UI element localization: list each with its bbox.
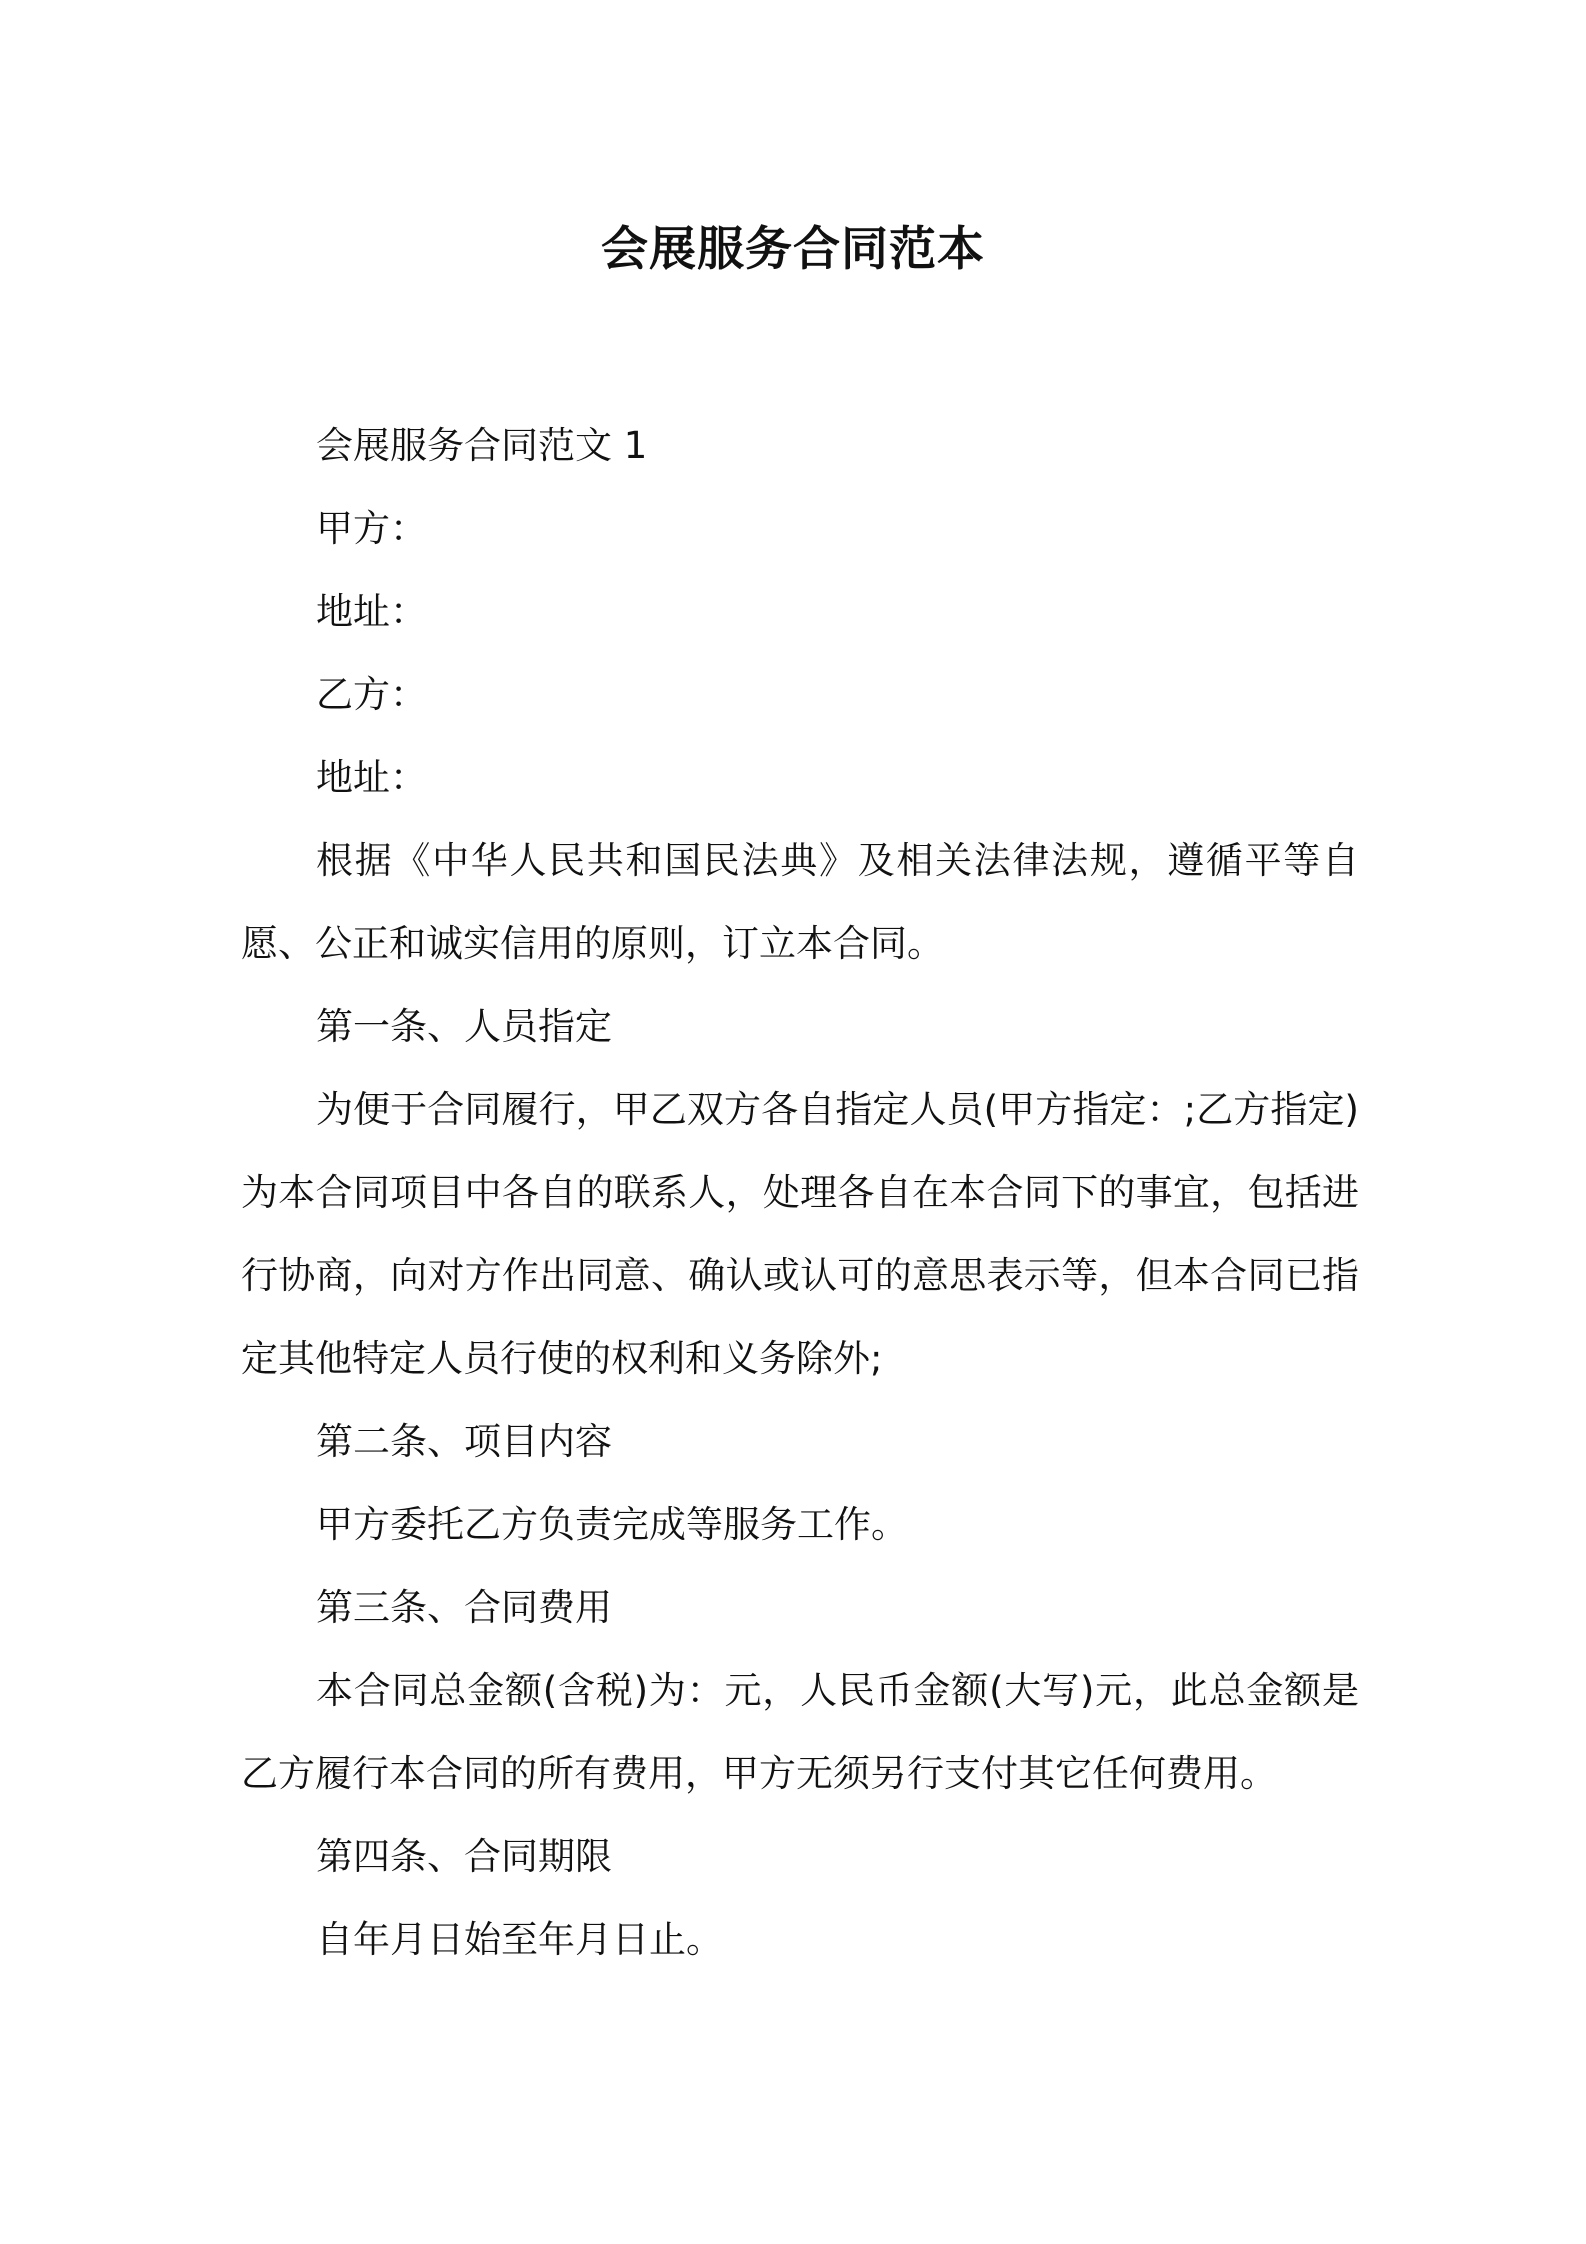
section-heading: 会展服务合同范文 1	[316, 424, 648, 467]
party-a-label: 甲方：	[316, 507, 427, 550]
party-b-address-label: 地址：	[316, 756, 427, 799]
party-b-label: 乙方：	[316, 673, 427, 716]
article-3-body: 本合同总金额(含税)为：元，人民币金额(大写)元，此总金额是乙方履行本合同的所有费用，甲方无须另行支付其它任何费用。	[241, 1669, 1359, 1795]
article-1-heading: 第一条、人员指定	[316, 1005, 612, 1048]
party-a-address-label: 地址：	[316, 590, 427, 633]
document-title: 会展服务合同范本	[601, 222, 985, 277]
article-2-body: 甲方委托乙方负责完成等服务工作。	[316, 1503, 908, 1546]
article-2-heading: 第二条、项目内容	[316, 1420, 612, 1463]
preamble-paragraph: 根据《中华人民共和国民法典》及相关法律法规，遵循平等自愿、公正和诚实信用的原则，订立本合同。	[241, 839, 1359, 965]
article-3-heading: 第三条、合同费用	[316, 1586, 612, 1629]
article-1-body: 为便于合同履行，甲乙双方各自指定人员(甲方指定：;乙方指定)为本合同项目中各自的联系人，处理各自在本合同下的事宜，包括进行协商，向对方作出同意、确认或认可的意思表示等，但本合同已指定其他特定人员行使的权利和义务除外;	[241, 1088, 1359, 1380]
document-body	[241, 404, 1359, 1981]
article-4-body: 自年月日始至年月日止。	[316, 1918, 723, 1961]
article-4-heading: 第四条、合同期限	[316, 1835, 612, 1878]
